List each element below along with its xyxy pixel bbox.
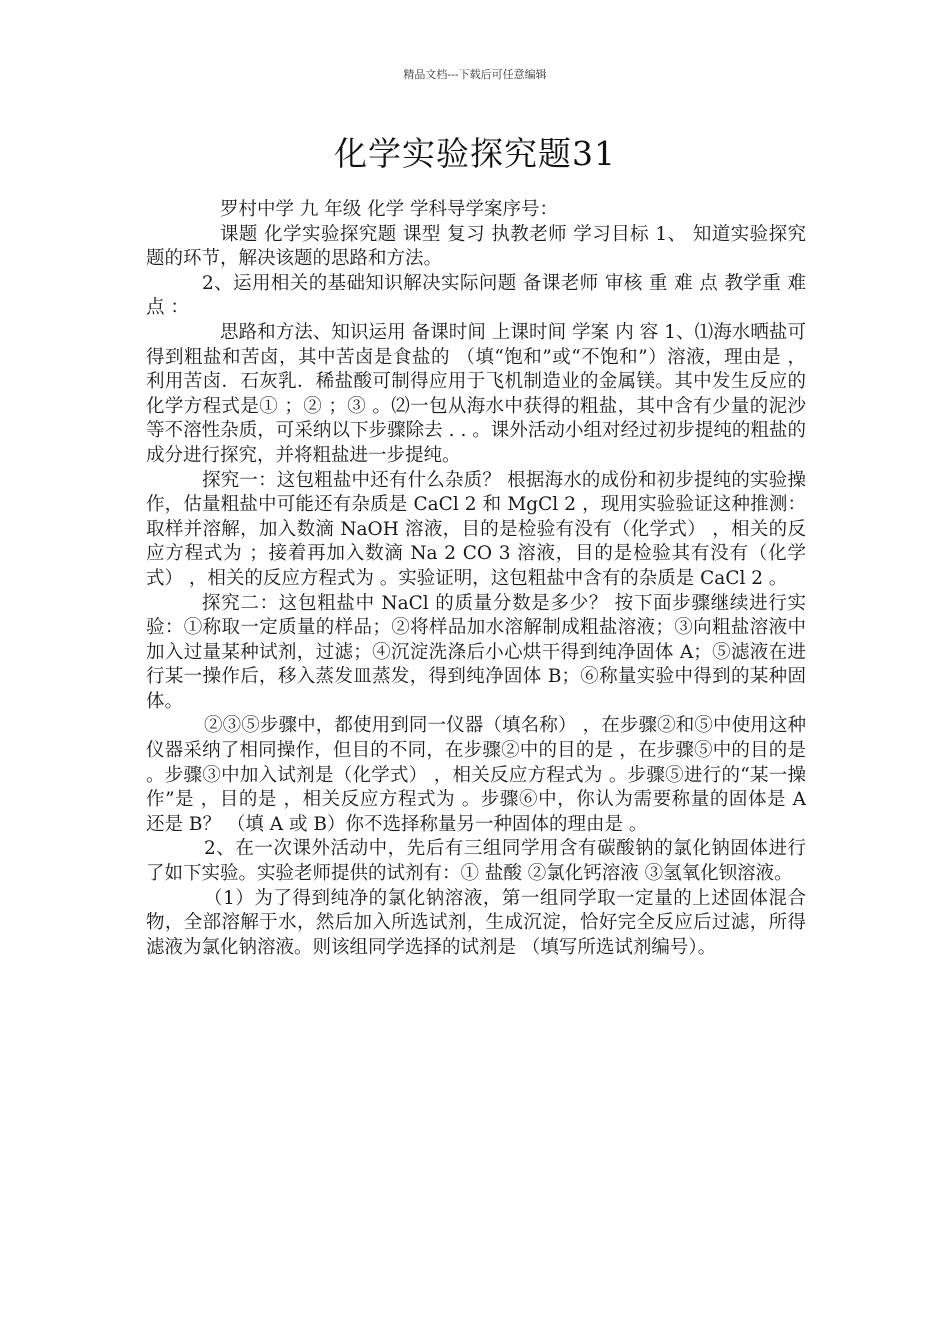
document-body bbox=[146, 198, 806, 960]
paragraph-steps: ②③⑤步骤中，都使用到同一仪器（填名称） ，在步骤②和⑤中使用这种仪器采纳了相同操作，但目的不同，在步骤②中的目的是 ，在步骤⑤中的目的是 。步骤③中加入试剂是（化学式） ，相关反应方程式为 。步骤⑤进行的“某一操作”是 ，目的是 ，相关反应方程式为 。步骤⑥中，你认为需要称量的固体是 A 还是 B？ （填 A 或 B）你不选择称量另一种固体的理由是 。 bbox=[146, 715, 806, 835]
paragraph-question-1: 思路和方法、知识运用 备课时间 上课时间 学案 内 容 1、⑴海水晒盐可得到粗盐和苦卤，其中苦卤是食盐的 （填“饱和”或“不饱和”）溶液，理由是 ，利用苦卤．石灰乳．稀盐酸可制得应用于飞机制造业的金属镁。其中发生反应的化学方程式是① ；② ；③ 。⑵一包从海水中获得的粗盐，其中含有少量的泥沙等不溶性杂质，可采纳以下步骤除去 . . 。课外活动小组对经过初步提纯的粗盐的成分进行探究，并将粗盐进一步提纯。 bbox=[146, 321, 806, 466]
paragraph-objective-2: 2、运用相关的基础知识解决实际问题 备课老师 审核 重 难 点 教学重 难 点 ： bbox=[146, 272, 806, 319]
page-header-note: 精品文档---下载后可任意编辑 bbox=[403, 68, 547, 81]
paragraph-question-2: 2、在一次课外活动中，先后有三组同学用含有碳酸钠的氯化钠固体进行了如下实验。实验老师提供的试剂有：① 盐酸 ②氯化钙溶液 ③氢氧化钡溶液。 bbox=[146, 838, 806, 885]
paragraph-question-2-1: （1）为了得到纯净的氯化钠溶液，第一组同学取一定量的上述固体混合物，全部溶解于水，然后加入所选试剂，生成沉淀，恰好完全反应后过滤，所得滤液为氯化钠溶液。则该组同学选择的试剂是 （填写所选试剂编号）。 bbox=[146, 887, 806, 958]
paragraph-school-info: 罗村中学 九 年级 化学 学科导学案序号： bbox=[220, 199, 559, 220]
paragraph-inquiry-1: 探究一：这包粗盐中还有什么杂质？ 根据海水的成份和初步提纯的实验操作，估量粗盐中可能还有杂质是 CaCl 2 和 MgCl 2 ，现用实验验证这种推测：取样并溶解，加入数滴 NaOH 溶液，目的是检验有没有（化学式） ，相关的反应方程式为 ；接着再加入数滴 Na 2 CO 3 溶液，目的是检验其有没有（化学式） ，相关的反应方程式为 。实验证明，这包粗盐中含有的杂质是 CaCl 2 。 bbox=[146, 469, 806, 589]
document-title: 化学实验探究题31 bbox=[334, 134, 616, 173]
paragraph-inquiry-2: 探究二：这包粗盐中 NaCl 的质量分数是多少？ 按下面步骤继续进行实验：①称取一定质量的样品；②将样品加水溶解制成粗盐溶液；③向粗盐溶液中加入过量某种试剂，过滤；④沉淀洗涤后小心烘干得到纯净固体 A；⑤滤液在进行某一操作后，移入蒸发皿蒸发，得到纯净固体 B；⑥称量实验中得到的某种固体。 bbox=[146, 592, 806, 712]
paragraph-topic: 课题 化学实验探究题 课型 复习 执教老师 学习目标 1、 知道实验探究题的环节，解决该题的思路和方法。 bbox=[146, 223, 806, 270]
